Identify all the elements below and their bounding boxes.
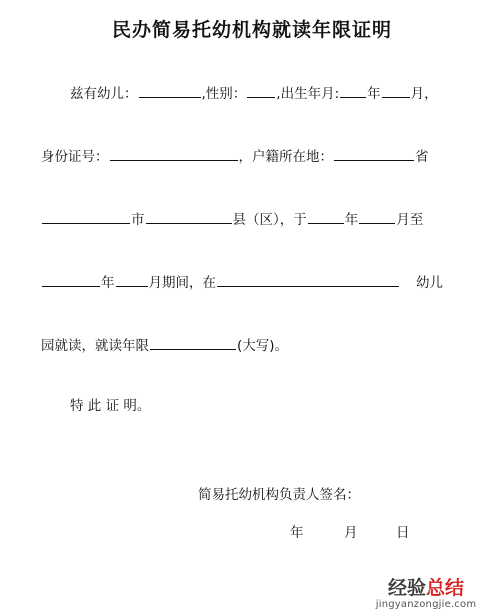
child-name-blank[interactable]	[139, 82, 201, 98]
duration-uppercase-label: (大写)。	[237, 338, 289, 354]
province-label: 省	[415, 149, 429, 165]
line-child-info	[70, 82, 438, 104]
end-year-blank[interactable]	[42, 271, 100, 287]
kindergarten-name-blank[interactable]	[217, 271, 399, 287]
province-blank[interactable]	[334, 145, 414, 161]
watermark-title-part1: 经验	[387, 577, 426, 599]
gender-blank[interactable]	[247, 82, 275, 98]
watermark-title-part2: 总结	[426, 577, 465, 599]
watermark-title	[356, 577, 496, 599]
city-blank[interactable]	[42, 208, 130, 224]
birth-year-label: 年	[367, 86, 381, 102]
birth-label: ,出生年月:	[276, 86, 340, 102]
start-year-label: 年	[344, 212, 359, 228]
document-title: 民办简易托幼机构就读年限证明	[111, 19, 392, 41]
birth-month-blank[interactable]	[382, 82, 410, 98]
signature-label: 简易托幼机构负责人签名：	[198, 487, 360, 503]
start-year-blank[interactable]	[308, 208, 344, 224]
gender-label: ,性别：	[201, 86, 247, 102]
watermark-url: jingyanzongjie.com	[375, 599, 477, 610]
proof-statement: 特 此 证 明。	[70, 398, 151, 414]
birth-year-blank[interactable]	[340, 82, 366, 98]
duration-label: 园就读，就读年限	[41, 338, 149, 354]
city-label: 市	[131, 212, 145, 228]
period-label: 月期间，在	[148, 275, 216, 291]
date-day-label: 日	[396, 525, 410, 541]
kindergarten-label: 幼儿	[416, 275, 443, 291]
watermark-logo	[356, 577, 496, 611]
id-number-label: 身份证号：	[41, 149, 109, 165]
duration-blank[interactable]	[150, 334, 236, 350]
line-period-school	[41, 271, 443, 293]
start-month-blank[interactable]	[359, 208, 395, 224]
end-year-label: 年	[101, 275, 115, 291]
child-name-label: 兹有幼儿：	[70, 86, 138, 102]
start-month-label: 月至	[396, 212, 424, 228]
date-year-label: 年	[290, 525, 304, 541]
county-blank[interactable]	[146, 208, 232, 224]
residence-label: ，户籍所在地：	[238, 149, 333, 165]
date-month-label: 月	[344, 525, 358, 541]
end-month-blank[interactable]	[116, 271, 148, 287]
birth-month-label: 月，	[410, 86, 438, 102]
id-number-blank[interactable]	[110, 145, 238, 161]
county-label: 县（区），于	[232, 212, 307, 228]
line-duration	[41, 334, 288, 356]
line-id-residence	[41, 145, 429, 167]
line-city-county	[41, 208, 423, 230]
